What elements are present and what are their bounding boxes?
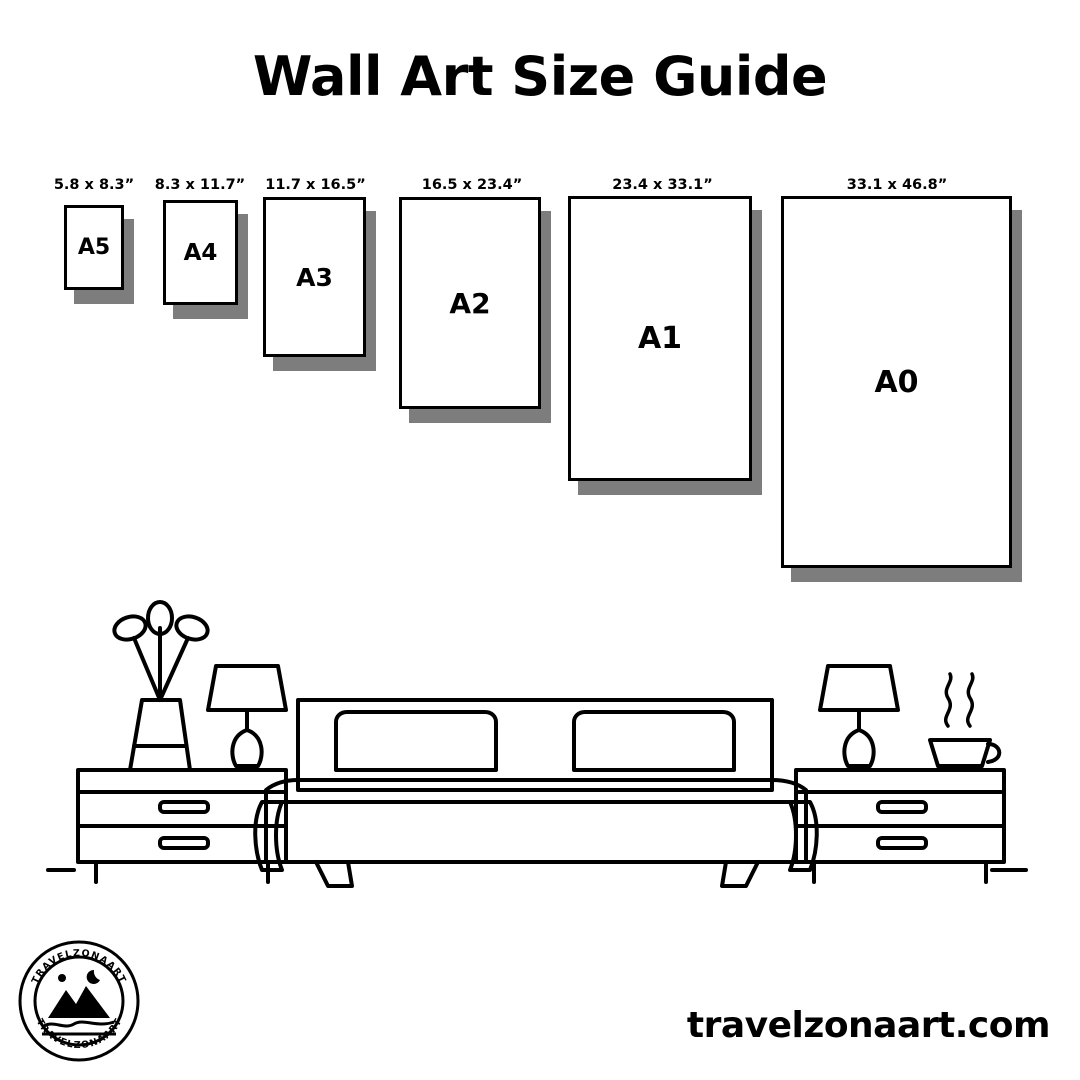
frame-a0-dimensions: 33.1 x 46.8” [846, 177, 948, 193]
right-nightstand [796, 770, 1004, 882]
coffee-cup [930, 674, 999, 766]
frame-a2-label: A2 [449, 286, 491, 320]
frame-a3-dimensions: 11.7 x 16.5” [265, 177, 366, 193]
frame-a5[interactable] [64, 205, 124, 290]
frame-a3-label: A3 [296, 262, 333, 292]
frame-a4[interactable] [163, 200, 238, 305]
frame-a3-box [263, 197, 366, 357]
frame-a1-dimensions: 23.4 x 33.1” [612, 177, 713, 193]
frame-a0-box [781, 196, 1012, 568]
frame-a1[interactable] [568, 196, 752, 481]
frame-a1-label: A1 [637, 321, 683, 356]
frame-a5-label: A5 [77, 235, 111, 260]
frame-a5-box [64, 205, 124, 290]
frame-a2[interactable] [399, 197, 541, 409]
plant-vase [111, 602, 210, 770]
frame-a4-box [163, 200, 238, 305]
website-url[interactable]: travelzonaart.com [686, 1005, 1050, 1046]
frame-a2-box [399, 197, 541, 409]
frame-a2-dimensions: 16.5 x 23.4” [421, 177, 523, 193]
frame-a5-dimensions: 5.8 x 8.3” [53, 177, 135, 193]
bedroom-illustration [30, 570, 1050, 910]
frame-a0-label: A0 [874, 364, 919, 400]
bed [255, 700, 817, 886]
logo-text-bottom: TRAVELZONAART [33, 1016, 125, 1052]
right-lamp [820, 666, 898, 770]
frame-a3[interactable] [263, 197, 366, 357]
frame-a1-box [568, 196, 752, 481]
page-title: Wall Art Size Guide [252, 45, 828, 108]
frame-a4-label: A4 [183, 239, 218, 266]
logo-mountain-icon [42, 970, 116, 1034]
frame-a0[interactable] [781, 196, 1012, 568]
left-lamp [208, 666, 286, 770]
logo-text-top: TRAVELZONAART [29, 947, 129, 986]
frame-a4-dimensions: 8.3 x 11.7” [154, 177, 246, 193]
brand-logo[interactable] [18, 940, 140, 1062]
